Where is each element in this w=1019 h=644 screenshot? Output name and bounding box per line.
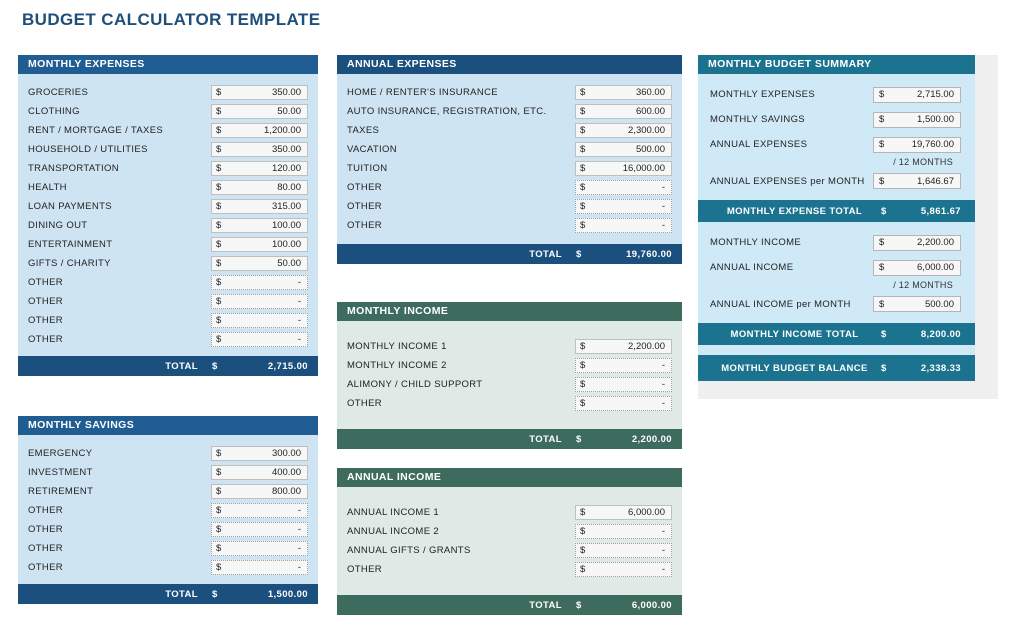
- table-row[interactable]: [18, 178, 318, 197]
- amount-input[interactable]: [211, 104, 308, 119]
- amount-input[interactable]: [211, 484, 308, 499]
- currency-symbol: $: [580, 201, 586, 212]
- amount-value: -: [297, 315, 301, 326]
- table-row[interactable]: [337, 560, 682, 579]
- amount-input[interactable]: [575, 218, 672, 233]
- amount-input[interactable]: [211, 522, 308, 537]
- amount-input[interactable]: [873, 112, 961, 128]
- amount-value: 300.00: [271, 448, 301, 459]
- summary-row[interactable]: [698, 230, 975, 255]
- row-label: EMERGENCY: [28, 448, 93, 459]
- amount-value: -: [661, 201, 665, 212]
- row-label: OTHER: [28, 562, 63, 573]
- amount-input[interactable]: [873, 173, 961, 189]
- currency-symbol: $: [580, 144, 586, 155]
- annual-income-block: [337, 468, 682, 615]
- currency-symbol: $: [881, 328, 887, 340]
- currency-symbol: $: [216, 524, 222, 535]
- table-row[interactable]: [337, 216, 682, 235]
- row-label: VACATION: [347, 144, 397, 155]
- amount-input[interactable]: [211, 180, 308, 195]
- row-label: GIFTS / CHARITY: [28, 258, 111, 269]
- table-row[interactable]: [337, 337, 682, 356]
- summary-row[interactable]: [698, 170, 975, 192]
- monthly-expenses-header: MONTHLY EXPENSES: [18, 55, 318, 74]
- balance-label: MONTHLY BUDGET BALANCE: [721, 362, 868, 374]
- currency-symbol: $: [879, 114, 885, 125]
- amount-value: -: [661, 182, 665, 193]
- table-row[interactable]: [337, 121, 682, 140]
- amount-input[interactable]: [211, 446, 308, 461]
- annual-income-note: / 12 MONTHS: [893, 280, 953, 290]
- table-row[interactable]: [337, 102, 682, 121]
- amount-value: -: [297, 505, 301, 516]
- monthly-expenses-total: [18, 356, 318, 376]
- amount-input[interactable]: [211, 237, 308, 252]
- monthly-income-total-row: [698, 323, 975, 345]
- row-label: LOAN PAYMENTS: [28, 201, 112, 212]
- row-label: MONTHLY INCOME 2: [347, 360, 447, 371]
- table-row[interactable]: [18, 311, 318, 330]
- row-label: ANNUAL INCOME 1: [347, 507, 439, 518]
- table-row[interactable]: [18, 463, 318, 482]
- table-row[interactable]: [18, 292, 318, 311]
- currency-symbol: $: [580, 545, 586, 556]
- amount-input[interactable]: [575, 142, 672, 157]
- amount-value: 350.00: [271, 144, 301, 155]
- spacer: [698, 315, 975, 323]
- balance-amount: 2,338.33: [920, 362, 961, 374]
- amount-input[interactable]: [211, 465, 308, 480]
- row-label: HOME / RENTER'S INSURANCE: [347, 87, 498, 98]
- amount-value: -: [661, 220, 665, 231]
- amount-value: 6,000.00: [917, 262, 954, 273]
- amount-input[interactable]: [575, 123, 672, 138]
- row-label: OTHER: [28, 334, 63, 345]
- amount-value: 350.00: [271, 87, 301, 98]
- amount-input[interactable]: [575, 199, 672, 214]
- currency-symbol: $: [881, 205, 887, 217]
- amount-value: 500.00: [635, 144, 665, 155]
- spacer: [698, 192, 975, 200]
- amount-input[interactable]: [211, 275, 308, 290]
- amount-input[interactable]: [211, 123, 308, 138]
- currency-symbol: $: [216, 125, 222, 136]
- amount-input[interactable]: [211, 199, 308, 214]
- monthly-savings-header: MONTHLY SAVINGS: [18, 416, 318, 435]
- amount-input[interactable]: [575, 396, 672, 411]
- annual-expenses-note: / 12 MONTHS: [893, 157, 953, 167]
- currency-symbol: $: [216, 87, 222, 98]
- table-row[interactable]: [337, 159, 682, 178]
- currency-symbol: $: [879, 89, 885, 100]
- row-label: TRANSPORTATION: [28, 163, 119, 174]
- table-row[interactable]: [337, 503, 682, 522]
- amount-input[interactable]: [211, 85, 308, 100]
- annual-income-header: ANNUAL INCOME: [337, 468, 682, 487]
- amount-value: 50.00: [277, 106, 301, 117]
- table-row[interactable]: [18, 83, 318, 102]
- row-label: CLOTHING: [28, 106, 80, 117]
- row-label: OTHER: [28, 524, 63, 535]
- amount-input[interactable]: [211, 142, 308, 157]
- amount-value: -: [297, 543, 301, 554]
- currency-symbol: $: [576, 599, 582, 611]
- amount-value: -: [661, 398, 665, 409]
- row-label: OTHER: [347, 398, 382, 409]
- row-label: GROCERIES: [28, 87, 89, 98]
- currency-symbol: $: [580, 106, 586, 117]
- summary-row[interactable]: [698, 293, 975, 315]
- amount-value: 120.00: [271, 163, 301, 174]
- currency-symbol: $: [216, 448, 222, 459]
- monthly-expenses-rows: [18, 74, 318, 356]
- amount-value: 100.00: [271, 239, 301, 250]
- amount-input[interactable]: [211, 541, 308, 556]
- currency-symbol: $: [580, 398, 586, 409]
- currency-symbol: $: [216, 144, 222, 155]
- currency-symbol: $: [216, 334, 222, 345]
- summary-gap: [698, 345, 975, 355]
- monthly-income-rows: [337, 321, 682, 429]
- amount-input[interactable]: [575, 104, 672, 119]
- currency-symbol: $: [580, 87, 586, 98]
- total-amount: 1,500.00: [267, 588, 308, 600]
- monthly-expense-total-row: [698, 200, 975, 222]
- currency-symbol: $: [879, 237, 885, 248]
- currency-symbol: $: [216, 543, 222, 554]
- currency-symbol: $: [580, 163, 586, 174]
- currency-symbol: $: [216, 239, 222, 250]
- total-amount: 5,861.67: [920, 205, 961, 217]
- currency-symbol: $: [576, 248, 582, 260]
- page-title: BUDGET CALCULATOR TEMPLATE: [22, 10, 321, 29]
- summary-income-section: [698, 222, 975, 323]
- amount-value: 1,200.00: [264, 125, 301, 136]
- amount-input[interactable]: [873, 296, 961, 312]
- row-label: OTHER: [28, 543, 63, 554]
- total-amount: 2,715.00: [267, 360, 308, 372]
- monthly-savings-total: [18, 584, 318, 604]
- currency-symbol: $: [580, 526, 586, 537]
- monthly-savings-rows: [18, 435, 318, 584]
- currency-symbol: $: [881, 362, 887, 374]
- table-row[interactable]: [18, 539, 318, 558]
- monthly-expenses-block: [18, 55, 318, 376]
- total-amount: 8,200.00: [920, 328, 961, 340]
- total-amount: 6,000.00: [631, 599, 672, 611]
- row-label: MONTHLY INCOME 1: [347, 341, 447, 352]
- amount-value: 2,300.00: [628, 125, 665, 136]
- monthly-budget-balance-row: [698, 355, 975, 381]
- amount-input[interactable]: [211, 332, 308, 347]
- amount-value: -: [661, 360, 665, 371]
- row-label: HOUSEHOLD / UTILITIES: [28, 144, 148, 155]
- row-label: OTHER: [347, 201, 382, 212]
- table-row[interactable]: [337, 541, 682, 560]
- currency-symbol: $: [216, 163, 222, 174]
- row-label: MONTHLY SAVINGS: [710, 114, 805, 125]
- table-row[interactable]: [18, 273, 318, 292]
- table-row[interactable]: [337, 356, 682, 375]
- currency-symbol: $: [216, 562, 222, 573]
- amount-input[interactable]: [575, 358, 672, 373]
- row-label: OTHER: [28, 315, 63, 326]
- row-label: RENT / MORTGAGE / TAXES: [28, 125, 164, 136]
- table-row[interactable]: [337, 197, 682, 216]
- annual-expenses-rows: [337, 74, 682, 244]
- table-row[interactable]: [337, 178, 682, 197]
- amount-input[interactable]: [575, 377, 672, 392]
- amount-value: 16,000.00: [622, 163, 665, 174]
- annual-expenses-header: ANNUAL EXPENSES: [337, 55, 682, 74]
- row-label: OTHER: [347, 182, 382, 193]
- amount-value: -: [297, 334, 301, 345]
- total-label: MONTHLY INCOME TOTAL: [730, 328, 859, 340]
- amount-input[interactable]: [575, 524, 672, 539]
- amount-value: -: [661, 526, 665, 537]
- amount-input[interactable]: [211, 294, 308, 309]
- row-label: INVESTMENT: [28, 467, 93, 478]
- amount-input[interactable]: [211, 256, 308, 271]
- row-label: TAXES: [347, 125, 380, 136]
- amount-input[interactable]: [211, 313, 308, 328]
- currency-symbol: $: [576, 433, 582, 445]
- amount-input[interactable]: [575, 505, 672, 520]
- monthly-budget-summary-block: [698, 55, 998, 399]
- row-label: TUITION: [347, 163, 388, 174]
- total-amount: 19,760.00: [626, 248, 672, 260]
- amount-value: 500.00: [924, 298, 954, 310]
- row-label: OTHER: [28, 277, 63, 288]
- row-label: OTHER: [28, 505, 63, 516]
- row-label: OTHER: [28, 296, 63, 307]
- amount-input[interactable]: [211, 161, 308, 176]
- currency-symbol: $: [216, 201, 222, 212]
- row-label: MONTHLY INCOME: [710, 237, 802, 248]
- table-row[interactable]: [337, 522, 682, 541]
- amount-input[interactable]: [575, 161, 672, 176]
- amount-value: 315.00: [271, 201, 301, 212]
- summary-row[interactable]: [698, 255, 975, 280]
- currency-symbol: $: [879, 175, 885, 187]
- currency-symbol: $: [216, 315, 222, 326]
- annual-expenses-block: [337, 55, 682, 264]
- table-row[interactable]: [18, 558, 318, 577]
- monthly-income-block: [337, 302, 682, 449]
- currency-symbol: $: [580, 564, 586, 575]
- row-label: ANNUAL INCOME: [710, 262, 794, 273]
- amount-value: -: [661, 564, 665, 575]
- amount-value: 600.00: [635, 106, 665, 117]
- amount-input[interactable]: [211, 503, 308, 518]
- amount-value: 2,200.00: [917, 237, 954, 248]
- row-label: ANNUAL EXPENSES per MONTH: [710, 175, 865, 187]
- table-row[interactable]: [18, 159, 318, 178]
- row-label: DINING OUT: [28, 220, 88, 231]
- summary-row[interactable]: [698, 132, 975, 157]
- currency-symbol: $: [216, 258, 222, 269]
- row-label: ANNUAL GIFTS / GRANTS: [347, 545, 471, 556]
- amount-value: -: [297, 524, 301, 535]
- table-row[interactable]: [337, 83, 682, 102]
- amount-input[interactable]: [211, 218, 308, 233]
- amount-input[interactable]: [873, 235, 961, 251]
- table-row[interactable]: [18, 254, 318, 273]
- total-label: MONTHLY EXPENSE TOTAL: [726, 205, 863, 217]
- amount-value: 1,500.00: [917, 114, 954, 125]
- row-label: RETIREMENT: [28, 486, 94, 497]
- table-row[interactable]: [18, 140, 318, 159]
- amount-value: -: [297, 562, 301, 573]
- table-row[interactable]: [18, 102, 318, 121]
- amount-input[interactable]: [873, 87, 961, 103]
- annual-income-total: [337, 595, 682, 615]
- total-label: TOTAL: [165, 360, 198, 372]
- annual-income-rows: [337, 487, 682, 595]
- amount-value: -: [297, 277, 301, 288]
- summary-row[interactable]: [698, 107, 975, 132]
- currency-symbol: $: [216, 182, 222, 193]
- currency-symbol: $: [580, 341, 586, 352]
- table-row[interactable]: [18, 501, 318, 520]
- currency-symbol: $: [580, 125, 586, 136]
- amount-value: -: [661, 545, 665, 556]
- amount-value: 800.00: [271, 486, 301, 497]
- row-label: OTHER: [347, 564, 382, 575]
- currency-symbol: $: [216, 505, 222, 516]
- annual-expenses-total: [337, 244, 682, 264]
- row-label: ENTERTAINMENT: [28, 239, 113, 250]
- currency-symbol: $: [580, 379, 586, 390]
- currency-symbol: $: [879, 262, 885, 273]
- table-row[interactable]: [337, 394, 682, 413]
- currency-symbol: $: [216, 220, 222, 231]
- currency-symbol: $: [580, 507, 586, 518]
- table-row[interactable]: [18, 197, 318, 216]
- summary-row[interactable]: [698, 82, 975, 107]
- currency-symbol: $: [580, 182, 586, 193]
- currency-symbol: $: [216, 486, 222, 497]
- amount-input[interactable]: [575, 180, 672, 195]
- currency-symbol: $: [216, 467, 222, 478]
- amount-value: 80.00: [277, 182, 301, 193]
- row-label: ANNUAL INCOME per MONTH: [710, 298, 851, 310]
- amount-input[interactable]: [873, 137, 961, 153]
- amount-value: -: [297, 296, 301, 307]
- amount-value: 50.00: [277, 258, 301, 269]
- row-label: ALIMONY / CHILD SUPPORT: [347, 379, 483, 390]
- table-row[interactable]: [337, 140, 682, 159]
- row-label: ANNUAL EXPENSES: [710, 139, 808, 150]
- currency-symbol: $: [580, 220, 586, 231]
- table-row[interactable]: [337, 375, 682, 394]
- amount-value: 19,760.00: [911, 139, 954, 150]
- currency-symbol: $: [879, 298, 885, 310]
- summary-expense-section: [698, 74, 975, 200]
- summary-header: MONTHLY BUDGET SUMMARY: [698, 55, 975, 74]
- total-label: TOTAL: [529, 433, 562, 445]
- amount-value: 100.00: [271, 220, 301, 231]
- row-label: OTHER: [347, 220, 382, 231]
- row-label: ANNUAL INCOME 2: [347, 526, 439, 537]
- amount-value: 2,715.00: [917, 89, 954, 100]
- amount-value: 2,200.00: [628, 341, 665, 352]
- table-row[interactable]: [18, 216, 318, 235]
- total-amount: 2,200.00: [631, 433, 672, 445]
- currency-symbol: $: [580, 360, 586, 371]
- amount-input[interactable]: [575, 562, 672, 577]
- currency-symbol: $: [212, 360, 218, 372]
- amount-input[interactable]: [575, 85, 672, 100]
- currency-symbol: $: [216, 277, 222, 288]
- monthly-income-header: MONTHLY INCOME: [337, 302, 682, 321]
- amount-input[interactable]: [575, 543, 672, 558]
- monthly-savings-block: [18, 416, 318, 604]
- table-row[interactable]: [18, 121, 318, 140]
- table-row[interactable]: [18, 444, 318, 463]
- table-row[interactable]: [18, 482, 318, 501]
- amount-value: 6,000.00: [628, 507, 665, 518]
- table-row[interactable]: [18, 235, 318, 254]
- table-row[interactable]: [18, 520, 318, 539]
- amount-input[interactable]: [873, 260, 961, 276]
- amount-value: 400.00: [271, 467, 301, 478]
- currency-symbol: $: [879, 139, 885, 150]
- row-label: HEALTH: [28, 182, 67, 193]
- row-label: AUTO INSURANCE, REGISTRATION, ETC.: [347, 106, 547, 117]
- table-row[interactable]: [18, 330, 318, 349]
- amount-value: 1,646.67: [917, 175, 954, 187]
- amount-input[interactable]: [575, 339, 672, 354]
- amount-value: 360.00: [635, 87, 665, 98]
- row-label: MONTHLY EXPENSES: [710, 89, 816, 100]
- amount-value: -: [661, 379, 665, 390]
- monthly-income-total: [337, 429, 682, 449]
- currency-symbol: $: [216, 106, 222, 117]
- total-label: TOTAL: [529, 599, 562, 611]
- amount-input[interactable]: [211, 560, 308, 575]
- currency-symbol: $: [212, 588, 218, 600]
- total-label: TOTAL: [529, 248, 562, 260]
- currency-symbol: $: [216, 296, 222, 307]
- total-label: TOTAL: [165, 588, 198, 600]
